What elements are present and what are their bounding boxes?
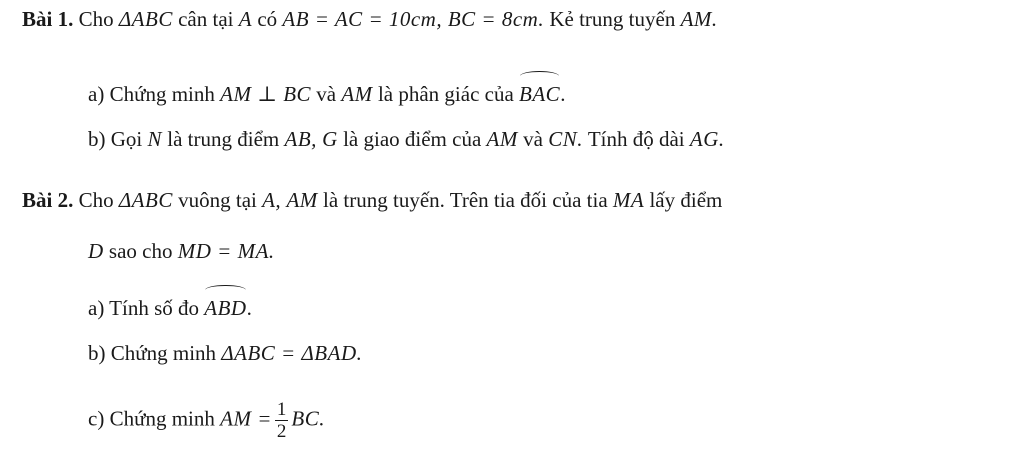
- bai1-part-b: [88, 125, 725, 153]
- bai1-b-n: N: [147, 127, 163, 151]
- bai2-a-end: .: [246, 296, 252, 320]
- bai2-cho: Cho: [78, 188, 114, 212]
- bai1-b-am: AM: [486, 127, 518, 151]
- bai1-label: Bài 1.: [22, 7, 74, 31]
- bai1-cho: Cho: [78, 7, 114, 31]
- bai2-t2: lấy điểm: [649, 188, 723, 212]
- bai1-a-angle-bac: BAC: [519, 76, 560, 108]
- bai2-am: AM: [286, 188, 318, 212]
- bai1-b-t3: Tính độ dài: [587, 127, 685, 151]
- bai1-a-am: AM: [341, 82, 373, 106]
- bai2-ma: MA: [612, 188, 645, 212]
- bai2-a-prefix: a) Tính số đo: [88, 296, 200, 320]
- bai1-b-cn: CN.: [548, 127, 583, 151]
- bai2-intro-line2: [88, 237, 275, 265]
- bai2-c-fraction: [275, 400, 289, 441]
- bai1-a-va: và: [316, 82, 337, 106]
- bai2-t1: là trung tuyến. Trên tia đối của tia: [323, 188, 608, 212]
- bai1-a-end: .: [560, 82, 566, 106]
- bai1-b-t1: là trung điểm: [167, 127, 280, 151]
- bai2-c-rhs: BC.: [291, 406, 325, 431]
- bai1-b-ab: AB,: [284, 127, 317, 151]
- bai1-can: cân tại: [178, 7, 234, 31]
- bai2-a-angle-abd: ABD: [204, 290, 246, 322]
- bai1-b-g: G: [322, 127, 338, 151]
- bai2-c-prefix: c) Chứng minh: [88, 406, 215, 431]
- bai1-part-a: [88, 76, 565, 108]
- bai2-part-c: [88, 400, 325, 441]
- bai1-a-perp: AM ⊥ BC: [220, 82, 312, 106]
- bai2-intro-line: [22, 186, 722, 214]
- fraction-numerator: 1: [276, 399, 287, 420]
- bai2-c-lhs: AM =: [220, 406, 272, 431]
- bai2-triangle: ΔABC: [118, 188, 173, 212]
- bai1-co: có: [257, 7, 278, 31]
- bai2-b-prefix: b) Chứng minh: [88, 341, 217, 365]
- bai2-point-d: D: [88, 239, 104, 263]
- fraction-denominator: 2: [276, 421, 287, 442]
- bai2-label: Bài 2.: [22, 188, 74, 212]
- bai1-ke: Kẻ trung tuyến: [549, 7, 676, 31]
- bai2-md-eq: MD = MA.: [177, 239, 275, 263]
- bai2-vuong: vuông tại: [178, 188, 257, 212]
- bai2-vertex-a: A,: [262, 188, 282, 212]
- bai1-intro-line: [22, 5, 718, 33]
- bai2-part-b: [88, 339, 362, 367]
- bai1-triangle: ΔABC: [118, 7, 173, 31]
- bai1-b-va: và: [523, 127, 543, 151]
- bai1-lengths: AB = AC = 10cm, BC = 8cm.: [282, 7, 545, 31]
- bai1-b-prefix: b) Gọi: [88, 127, 143, 151]
- bai2-b-congruence: ΔABC = ΔBAD.: [221, 341, 363, 365]
- bai2-part-a: [88, 290, 252, 322]
- bai1-median: AM.: [680, 7, 718, 31]
- bai1-a-prefix: a) Chứng minh: [88, 82, 215, 106]
- bai1-b-ag: AG.: [689, 127, 725, 151]
- bai2-sao: sao cho: [108, 239, 173, 263]
- bai1-vertex-a: A: [238, 7, 253, 31]
- bai1-a-tail: là phân giác của: [377, 82, 514, 106]
- bai1-b-t2: là giao điểm của: [343, 127, 482, 151]
